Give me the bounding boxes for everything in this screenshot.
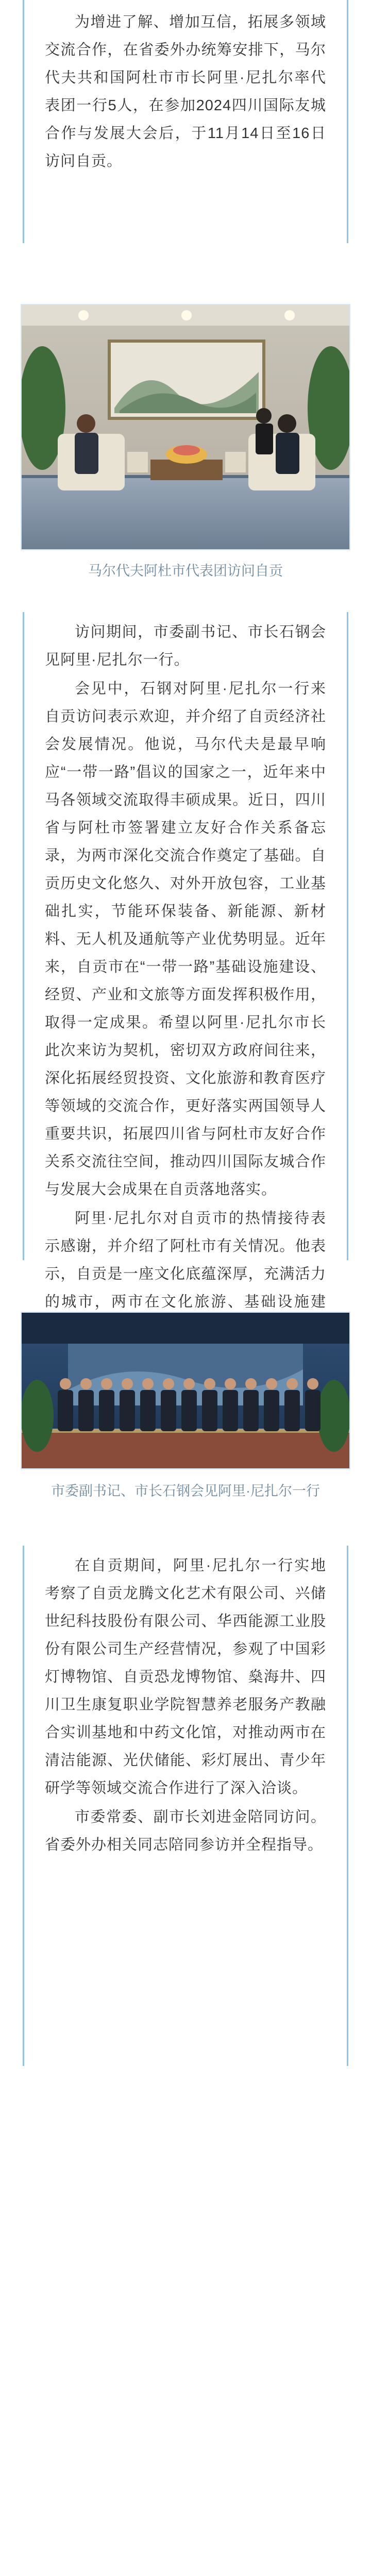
intro-text-block [23,0,348,243]
meeting-paragraph: 会见中，石钢对阿里·尼扎尔一行来自贡访问表示欢迎，并介绍了自贡经济社会发展情况。他说，马尔代夫是最早响应“一带一路”倡议的国家之一，近年来中马各领域交流取得丰硕成果。近日，四川省与阿杜市签署建立友好合作关系备忘录，为两市深化交流合作奠定了基础。自贡历史文化悠久、对外开放包容，工业基础扎实，节能环保装备、新能源、新材料、无人机及通航等产业优势明显。近年来，自贡市在“一带一路”基础设施建设、经贸、产业和文旅等方面发挥积极作用，取得一定成果。希望以阿里·尼扎尔市长此次来访为契机，密切双方政府间往来，深化拓展经贸投资、文化旅游和教育医疗等领域的交流合作，更好落实两国领导人重要共识，拓展四川省与阿杜市友好合作关系交流往空间，推动四川国际友城合作与发展大会成果在自贡落地落实。 [45,681,326,1198]
tour-paragraph: 在自贡期间，阿里·尼扎尔一行实地考察了自贡龙腾文化艺术有限公司、兴储世纪科技股份有限公司、华西能源工业股份有限公司生产经营情况，参观了中国彩灯博物馆、自贡恐龙博物馆、燊海井、四川卫生康复职业学院智慧养老服务产教融合实训基地和中药文化馆，对推动两市在清洁能源、光伏储能、彩灯展出、青少年研学等领域交流合作进行了深入洽谈。 [45,1557,326,1797]
visit-photo [21,304,350,550]
meeting-paragraph: 阿里·尼扎尔对自贡市的热情接待表示感谢，并介绍了阿杜市有关情况。他表示，自贡是一座文化底蕴深厚，充满活力的城市，两市在文化旅游、基础设施建 [45,1210,326,1310]
reception-room-photo [22,305,349,549]
meeting-text-block [23,612,348,1310]
tour-text-block [23,1546,348,2066]
group-photo-image [22,1313,349,1468]
tour-paragraph: 市委常委、副市长刘进金陪同访问。省委外办相关同志陪同参访并全程指导。 [45,1809,326,1853]
intro-paragraph: 为增进了解、增加互信，拓展多领域交流合作，在省委外办统筹安排下，马尔代夫共和国阿杜市市长阿里·尼扎尔率代表团一行5人，在参加2024四川国际友城合作与发展大会后，于11月14日至16日访问自贡。 [45,14,326,170]
group-photo [21,1312,350,1469]
photo-caption-1: 马尔代夫阿杜市代表团访问自贡 [88,563,283,579]
meeting-paragraph: 访问期间，市委副书记、市长石钢会见阿里·尼扎尔一行。 [45,624,326,668]
photo-caption-2: 市委副书记、市长石钢会见阿里·尼扎尔一行 [51,1483,320,1499]
